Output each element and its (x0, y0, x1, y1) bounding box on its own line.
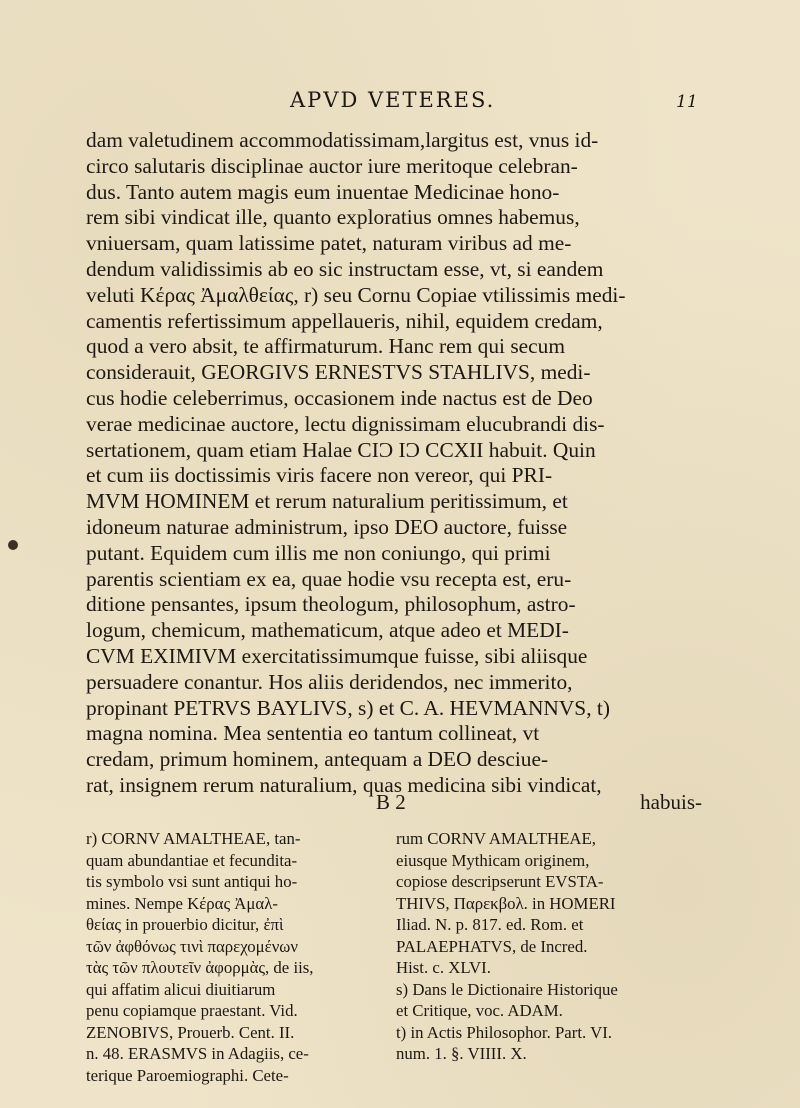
footnote-line: qui affatim alicui diuitiarum (86, 979, 276, 999)
text-line: sertationem, quam etiam Halae CIϽ IϽ CCXII habuit. Quin (86, 437, 596, 462)
text-line: putant. Equidem cum illis me non coniungo, qui primi (86, 540, 551, 565)
footnote-line: eiusque Mythicam originem, (396, 850, 590, 870)
page-number: 11 (676, 92, 698, 112)
text-line: verae medicinae auctore, lectu dignissimam elucubrandi dis- (86, 411, 605, 436)
text-line: dendum validissimis ab eo sic instructam esse, vt, si eandem (86, 256, 604, 281)
footnote-line: terique Paroemiographi. Cete- (86, 1065, 289, 1085)
footnote-line: mines. Nempe Κέρας Ἀμαλ- (86, 893, 278, 913)
text-line: logum, chemicum, mathematicum, atque adeo et MEDI- (86, 618, 569, 643)
footnote-line: θείας in prouerbio dicitur, ἐπὶ (86, 915, 284, 934)
text-line: MVM HOMINEM et rerum naturalium peritissimum, et (86, 489, 568, 514)
margin-ink-dot (8, 540, 18, 550)
text-line: parentis scientiam ex ea, quae hodie vsu recepta est, eru- (86, 566, 572, 591)
footnotes-right-column (396, 828, 706, 1065)
text-line: vniuersam, quam latissime patet, naturam viribus ad me- (86, 231, 572, 256)
main-text-block (86, 128, 702, 799)
footnote-line: num. 1. §. VIIII. X. (396, 1044, 527, 1063)
footnote-line: PALAEPHATVS, de Incred. (396, 936, 588, 956)
text-line: dam valetudinem accommodatissimam,largitus est, vnus id- (86, 128, 599, 152)
footnotes-left-column (86, 828, 376, 1086)
text-line: considerauit, GEORGIVS ERNESTVS STAHLIVS, medi- (86, 360, 591, 385)
footnotes (86, 828, 702, 1098)
text-line: propinant PETRVS BAYLIVS, s) et C. A. HEVMANNVS, t) (86, 695, 610, 720)
footnote-line: Hist. c. XLVI. (396, 958, 491, 977)
text-line: idoneum naturae administrum, ipso DEO auctore, fuisse (86, 514, 568, 539)
footnote-line: et Critique, voc. ADAM. (396, 1001, 563, 1020)
text-line: quod a vero absit, te affirmaturum. Hanc rem qui secum (86, 334, 565, 359)
footnote-line: THIVS, Παρεκβολ. in HOMERI (396, 893, 616, 913)
text-line: veluti Κέρας Ἀμαλθείας, r) seu Cornu Copiae vtilissimis medi- (86, 282, 626, 307)
footnote-line: r) CORNV AMALTHEAE, tan- (86, 829, 301, 848)
text-line: ditione pensantes, ipsum theologum, philosophum, astro- (86, 592, 576, 617)
text-line: camentis refertissimum appellaueris, nihil, equidem credam, (86, 308, 603, 333)
text-line: cus hodie celeberrimus, occasionem inde nactus est de Deo (86, 385, 593, 410)
text-line: dus. Tanto autem magis eum inuentae Medicinae hono- (86, 179, 560, 204)
footnote-line: copiose descripserunt EVSTA- (396, 872, 604, 891)
footnote-line: rum CORNV AMALTHEAE, (396, 829, 596, 848)
text-line: circo salutaris disciplinae auctor iure meritoque celebran- (86, 153, 578, 178)
catchword: habuis- (640, 790, 702, 814)
catchline (86, 790, 702, 816)
footnote-line: t) in Actis Philosophor. Part. VI. (396, 1022, 612, 1042)
footnote-line: ZENOBIVS, Prouerb. Cent. II. (86, 1022, 295, 1042)
footnote-line: quam abundantiae et fecundita- (86, 850, 298, 870)
running-head: APVD VETERES. (290, 88, 496, 112)
text-line: rem sibi vindicat ille, quanto exploratius omnes habemus, (86, 205, 580, 230)
signature-mark: B 2 (376, 790, 406, 814)
footnote-line: penu copiamque praestant. Vid. (86, 1001, 298, 1020)
footnote-line: tis symbolo vsi sunt antiqui ho- (86, 872, 298, 891)
footnote-line: τῶν ἀφθόνως τινὶ παρεχομένων (86, 936, 298, 956)
footnote-line: s) Dans le Dictionaire Historique (396, 979, 618, 999)
text-line: magna nomina. Mea sententia eo tantum collineat, vt (86, 721, 540, 746)
text-line: persuadere conantur. Hos aliis deridendos, nec immerito, (86, 669, 573, 694)
text-line: CVM EXIMIVM exercitatissimumque fuisse, sibi aliisque (86, 643, 588, 668)
text-line: rat, insignem rerum naturalium, quas medicina sibi vindicat, (86, 772, 602, 797)
text-line: et cum iis doctissimis viris facere non vereor, qui PRI- (86, 463, 553, 488)
text-line: credam, primum hominem, antequam a DEO desciue- (86, 747, 549, 772)
footnote-line: τὰς τῶν πλουτεῖν ἀφορμὰς, de iis, (86, 958, 314, 977)
footnote-line: n. 48. ERASMVS in Adagiis, ce- (86, 1044, 309, 1063)
footnote-line: Iliad. N. p. 817. ed. Rom. et (396, 915, 584, 934)
